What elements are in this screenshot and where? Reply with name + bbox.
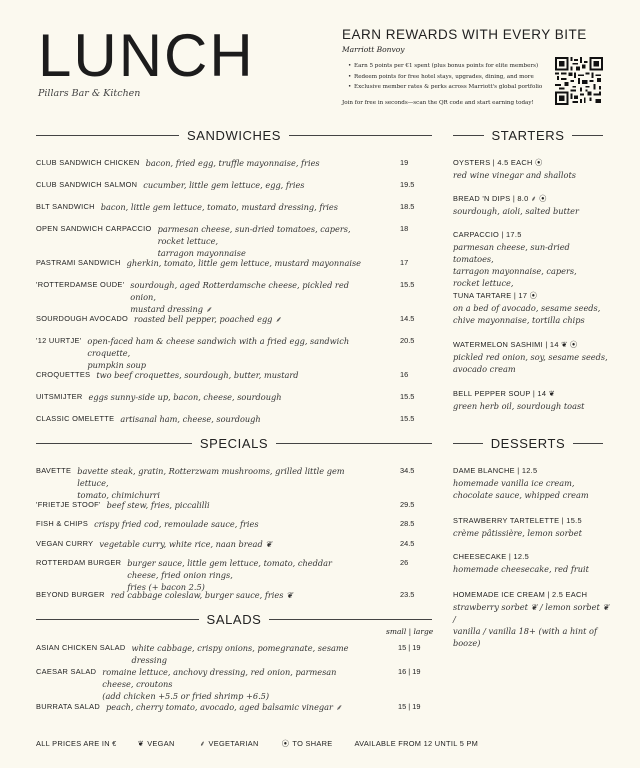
vegetarian-label: VEGETARIAN (208, 739, 259, 748)
starter-item: BREAD 'N DIPS | 8.0 ⸙ ⦿ sourdough, aioli, salted butter (453, 194, 579, 216)
rewards-title: EARN REWARDS WITH EVERY BITE (342, 27, 587, 42)
menu-item: '12 UURTJE' open-faced ham & cheese sandwich with a fried egg, sandwich croquette, pumpkin soup 20.5 (36, 336, 415, 370)
starter-item: WATERMELON SASHIMI | 14 ❦ ⦿ pickled red onion, soy, sesame seeds, avocado cream (453, 340, 608, 374)
dessert-item: DAME BLANCHE | 12.5 homemade vanilla ice cream, chocolate sauce, whipped cream (453, 466, 589, 500)
rewards-panel (342, 27, 587, 106)
menu-item: CAESAR SALAD romaine lettuce, anchovy dressing, red onion, parmesan cheese, croutons (add chicken +5.5 or fried shrimp +6.5) 16 | 19 (36, 667, 421, 701)
starters-heading: STARTERS (453, 128, 603, 143)
share-label: TO SHARE (292, 739, 333, 748)
menu-item: 'FRIETJE STOOF' beef stew, fries, piccalilli 29.5 (36, 500, 415, 510)
menu-item: VEGAN CURRY vegetable curry, white rice, naan bread ❦ 24.5 (36, 539, 415, 549)
menu-item: BAVETTE bavette steak, gratin, Rotterzwam mushrooms, grilled little gem lettuce, tomato, chimichurri 34.5 (36, 466, 415, 500)
menu-item: OPEN SANDWICH CARPACCIO parmesan cheese, sun-dried tomatoes, capers, rocket lettuce, tarragon mayonnaise 18 (36, 224, 409, 258)
menu-item: CLUB SANDWICH CHICKEN bacon, fried egg, truffle mayonnaise, fries 19 (36, 158, 409, 168)
availability-note: AVAILABLE FROM 12 UNTIL 5 PM (354, 739, 479, 748)
rewards-point: • Exclusive member rates & perks across Marriott's global portfolio (348, 82, 562, 93)
salad-size-header: small | large (386, 627, 434, 636)
vegetarian-sprig-icon: ⸙ (199, 738, 206, 748)
dessert-item: STRAWBERRY TARTELETTE | 15.5 crème pâtissière, lemon sorbet (453, 516, 582, 538)
vegan-leaf-icon: ❦ (137, 739, 145, 748)
menu-item: FISH & CHIPS crispy fried cod, remoulade sauce, fries 28.5 (36, 519, 415, 529)
sandwiches-heading: SANDWICHES (36, 128, 432, 143)
menu-title: LUNCH (38, 22, 255, 89)
starter-item: TUNA TARTARE | 17 ⦿ on a bed of avocado, sesame seeds, chive mayonnaise, tortilla chips (453, 291, 601, 325)
share-star-icon: ⦿ (281, 739, 290, 748)
starter-item: CARPACCIO | 17.5 parmesan cheese, sun-dried tomatoes, tarragon mayonnaise, capers, rocket lettuce, (453, 230, 577, 288)
rewards-point: • Earn 5 points per €1 spent (plus bonus points for elite members) (348, 61, 562, 72)
salads-heading: SALADS (36, 612, 432, 627)
specials-heading: SPECIALS (36, 436, 432, 451)
vegan-label: VEGAN (147, 739, 175, 748)
starter-item: BELL PEPPER SOUP | 14 ❦ green herb oil, sourdough toast (453, 389, 585, 411)
footer-legend (36, 738, 478, 749)
menu-item: ASIAN CHICKEN SALAD white cabbage, crispy onions, pomegranate, sesame dressing 15 | 19 (36, 643, 421, 665)
restaurant-name: Pillars Bar & Kitchen (38, 88, 141, 99)
menu-item: ROTTERDAM BURGER burger sauce, little gem lettuce, tomato, cheddar cheese, fried onion rings, fries (+ bacon 2.5) 26 (36, 558, 409, 592)
menu-item: BURRATA SALAD peach, cherry tomato, avocado, aged balsamic vinegar ⸙ 15 | 19 (36, 702, 421, 712)
rewards-brand: Marriott Bonvoy (342, 45, 405, 54)
starter-item: OYSTERS | 4.5 EACH ⦿ red wine vinegar and shallots (453, 158, 576, 180)
menu-item: PASTRAMI SANDWICH gherkin, tomato, little gem lettuce, mustard mayonnaise 17 (36, 258, 409, 268)
prices-note: ALL PRICES ARE IN € (36, 739, 117, 748)
desserts-heading: DESSERTS (453, 436, 603, 451)
menu-item: 'ROTTERDAMSE OUDE' sourdough, aged Rotterdamsche cheese, pickled red onion, mustard dressing ⸙ 15.5 (36, 280, 415, 314)
menu-item: CROQUETTES two beef croquettes, sourdough, butter, mustard 16 (36, 370, 409, 380)
menu-item: BLT SANDWICH bacon, little gem lettuce, tomato, mustard dressing, fries 18.5 (36, 202, 415, 212)
qr-code-icon[interactable] (555, 57, 603, 105)
menu-item: BEYOND BURGER red cabbage coleslaw, burger sauce, fries ❦ 23.5 (36, 590, 415, 600)
menu-item: CLUB SANDWICH SALMON cucumber, little gem lettuce, egg, fries 19.5 (36, 180, 415, 190)
menu-item: CLASSIC OMELETTE artisanal ham, cheese, sourdough 15.5 (36, 414, 415, 424)
rewards-points (348, 61, 562, 93)
menu-item: UITSMIJTER eggs sunny-side up, bacon, cheese, sourdough 15.5 (36, 392, 415, 402)
rewards-point: • Redeem points for free hotel stays, upgrades, dining, and more (348, 72, 562, 83)
menu-item: SOURDOUGH AVOCADO roasted bell pepper, poached egg ⸙ 14.5 (36, 314, 415, 324)
rewards-join-text: Join for free in seconds—scan the QR code and start earning today! (342, 99, 534, 106)
dessert-item: HOMEMADE ICE CREAM | 2.5 EACH strawberry sorbet ❦ / lemon sorbet ❦ / vanilla / vanilla 18+ (with a hint of booze) (453, 590, 610, 648)
dessert-item: CHEESECAKE | 12.5 homemade cheesecake, red fruit (453, 552, 589, 574)
